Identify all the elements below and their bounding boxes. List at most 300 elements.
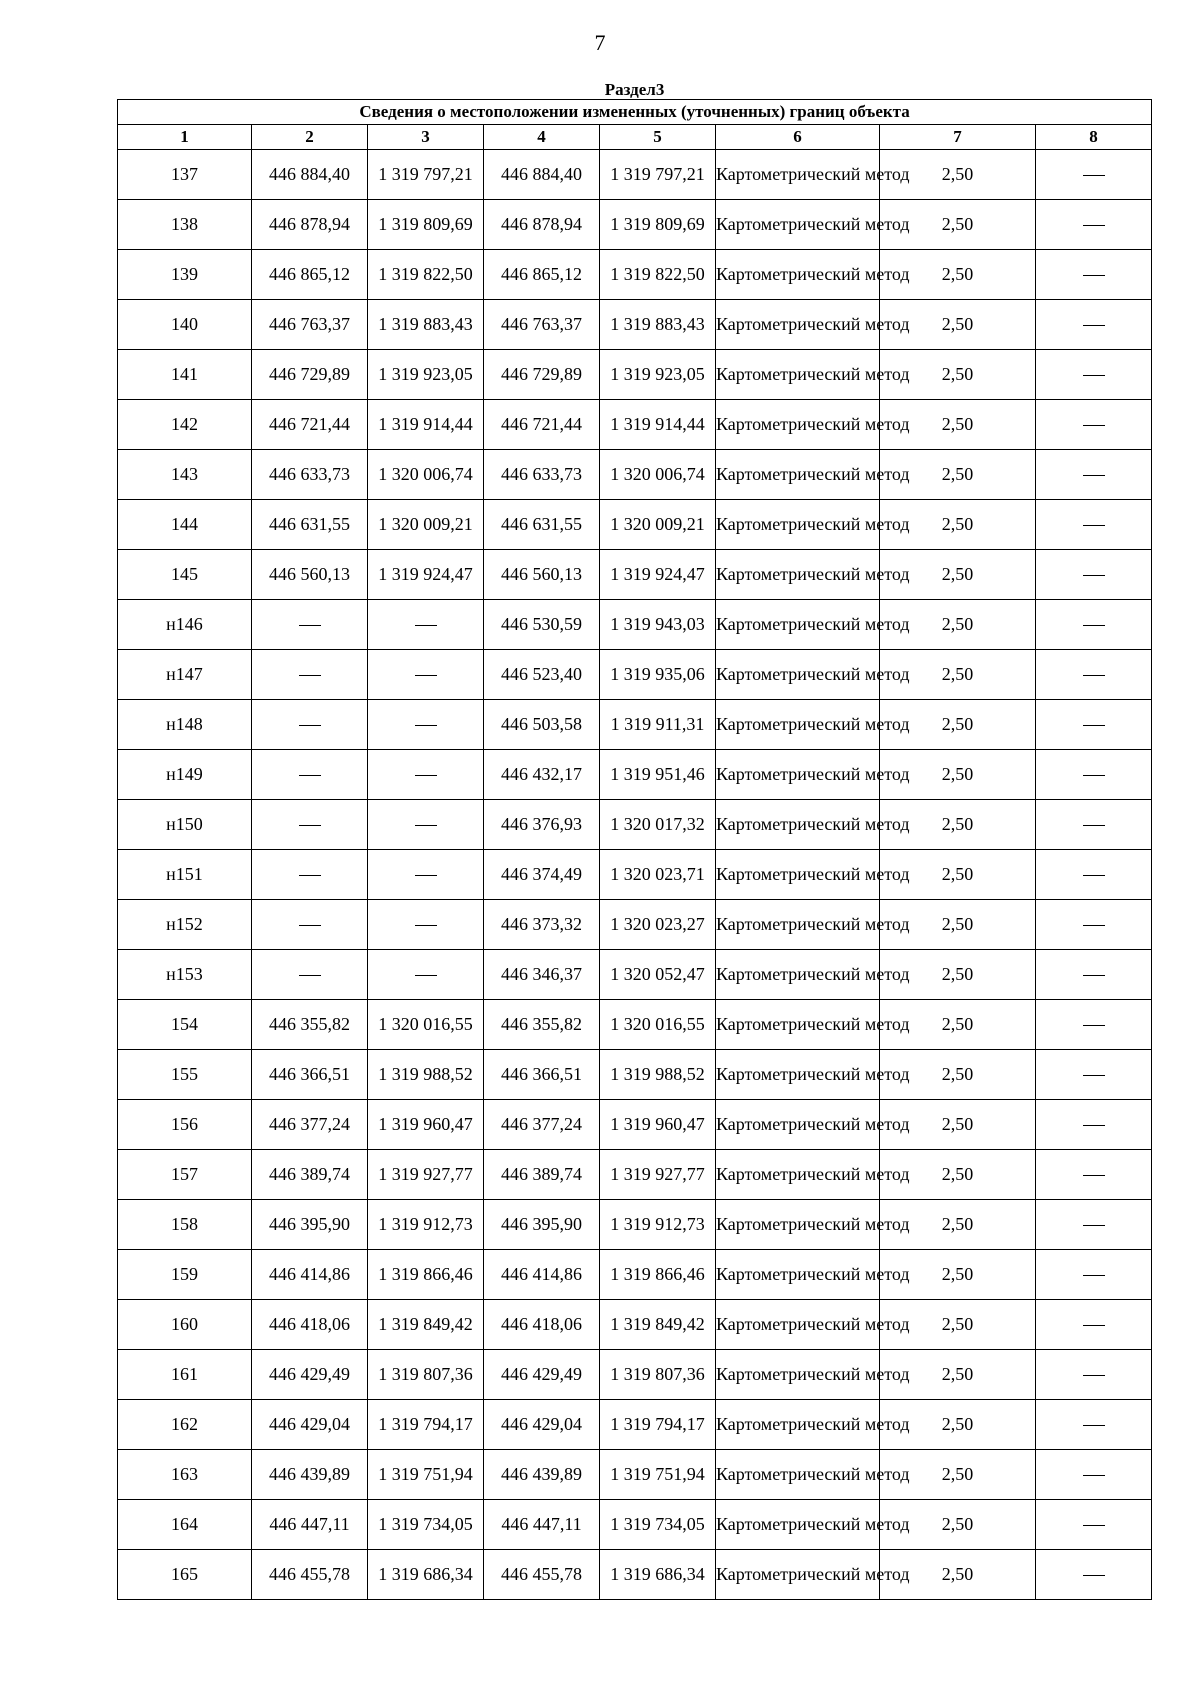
note-cell — [1036, 150, 1152, 200]
x-existing-cell: 446 429,49 — [252, 1350, 368, 1400]
accuracy-cell: 2,50 — [880, 1000, 1036, 1050]
y-existing-cell — [368, 900, 484, 950]
y-existing-cell: 1 319 797,21 — [368, 150, 484, 200]
y-existing-cell: 1 319 960,47 — [368, 1100, 484, 1150]
x-refined-cell: 446 439,89 — [484, 1450, 600, 1500]
y-existing-cell: 1 319 914,44 — [368, 400, 484, 450]
table-row — [118, 700, 1152, 750]
x-refined-cell: 446 530,59 — [484, 600, 600, 650]
x-existing-cell: 446 631,55 — [252, 500, 368, 550]
x-refined-cell: 446 366,51 — [484, 1050, 600, 1100]
note-cell — [1036, 750, 1152, 800]
empty-value-dash — [1083, 1275, 1105, 1276]
x-refined-cell: 446 455,78 — [484, 1550, 600, 1600]
x-refined-cell: 446 429,04 — [484, 1400, 600, 1450]
accuracy-cell: 2,50 — [880, 1150, 1036, 1200]
point-number-cell: н146 — [118, 600, 252, 650]
y-refined-cell: 1 319 923,05 — [600, 350, 716, 400]
method-cell: Картометрический метод — [716, 1450, 880, 1500]
note-cell — [1036, 650, 1152, 700]
method-cell: Картометрический метод — [716, 950, 880, 1000]
x-existing-cell — [252, 650, 368, 700]
note-cell — [1036, 400, 1152, 450]
point-number-cell: 140 — [118, 300, 252, 350]
y-existing-cell — [368, 950, 484, 1000]
column-number: 3 — [368, 125, 484, 150]
accuracy-cell: 2,50 — [880, 900, 1036, 950]
note-cell — [1036, 200, 1152, 250]
accuracy-cell: 2,50 — [880, 1450, 1036, 1500]
empty-value-dash — [299, 675, 321, 676]
y-refined-cell: 1 319 751,94 — [600, 1450, 716, 1500]
table-row — [118, 400, 1152, 450]
note-cell — [1036, 1550, 1152, 1600]
accuracy-cell: 2,50 — [880, 1200, 1036, 1250]
accuracy-cell: 2,50 — [880, 500, 1036, 550]
x-existing-cell: 446 729,89 — [252, 350, 368, 400]
note-cell — [1036, 800, 1152, 850]
method-cell: Картометрический метод — [716, 600, 880, 650]
column-number: 7 — [880, 125, 1036, 150]
accuracy-cell: 2,50 — [880, 1050, 1036, 1100]
note-cell — [1036, 1500, 1152, 1550]
y-existing-cell: 1 319 923,05 — [368, 350, 484, 400]
y-refined-cell: 1 320 006,74 — [600, 450, 716, 500]
x-existing-cell: 446 560,13 — [252, 550, 368, 600]
point-number-cell: 160 — [118, 1300, 252, 1350]
y-refined-cell: 1 320 017,32 — [600, 800, 716, 850]
table-row — [118, 650, 1152, 700]
note-cell — [1036, 500, 1152, 550]
table-row — [118, 250, 1152, 300]
empty-value-dash — [1083, 525, 1105, 526]
table-row — [118, 200, 1152, 250]
method-cell: Картометрический метод — [716, 900, 880, 950]
y-refined-cell: 1 319 911,31 — [600, 700, 716, 750]
y-refined-cell: 1 319 960,47 — [600, 1100, 716, 1150]
point-number-cell: 164 — [118, 1500, 252, 1550]
x-refined-cell: 446 523,40 — [484, 650, 600, 700]
x-existing-cell — [252, 900, 368, 950]
x-refined-cell: 446 355,82 — [484, 1000, 600, 1050]
empty-value-dash — [299, 825, 321, 826]
table-row — [118, 1350, 1152, 1400]
point-number-cell: 143 — [118, 450, 252, 500]
accuracy-cell: 2,50 — [880, 150, 1036, 200]
accuracy-cell: 2,50 — [880, 200, 1036, 250]
table-row — [118, 350, 1152, 400]
y-refined-cell: 1 319 686,34 — [600, 1550, 716, 1600]
x-refined-cell: 446 884,40 — [484, 150, 600, 200]
empty-value-dash — [415, 975, 437, 976]
section-title-row — [118, 80, 1152, 100]
point-number-cell: н152 — [118, 900, 252, 950]
x-existing-cell: 446 418,06 — [252, 1300, 368, 1350]
point-number-cell: 145 — [118, 550, 252, 600]
table-row — [118, 300, 1152, 350]
section-title: Раздел3 — [604, 80, 665, 99]
y-existing-cell: 1 319 866,46 — [368, 1250, 484, 1300]
empty-value-dash — [415, 625, 437, 626]
empty-value-dash — [415, 825, 437, 826]
method-cell: Картометрический метод — [716, 1050, 880, 1100]
point-number-cell: 159 — [118, 1250, 252, 1300]
method-cell: Картометрический метод — [716, 150, 880, 200]
accuracy-cell: 2,50 — [880, 1500, 1036, 1550]
method-cell: Картометрический метод — [716, 550, 880, 600]
point-number-cell: 163 — [118, 1450, 252, 1500]
empty-value-dash — [1083, 925, 1105, 926]
empty-value-dash — [1083, 725, 1105, 726]
point-number-cell: 155 — [118, 1050, 252, 1100]
point-number-cell: 141 — [118, 350, 252, 400]
column-number: 1 — [118, 125, 252, 150]
y-refined-cell: 1 319 988,52 — [600, 1050, 716, 1100]
y-existing-cell: 1 320 016,55 — [368, 1000, 484, 1050]
x-refined-cell: 446 414,86 — [484, 1250, 600, 1300]
accuracy-cell: 2,50 — [880, 300, 1036, 350]
accuracy-cell: 2,50 — [880, 1300, 1036, 1350]
y-refined-cell: 1 319 951,46 — [600, 750, 716, 800]
note-cell — [1036, 300, 1152, 350]
empty-value-dash — [1083, 625, 1105, 626]
x-existing-cell: 446 355,82 — [252, 1000, 368, 1050]
empty-value-dash — [1083, 1325, 1105, 1326]
note-cell — [1036, 350, 1152, 400]
point-number-cell: н151 — [118, 850, 252, 900]
point-number-cell: 139 — [118, 250, 252, 300]
y-refined-cell: 1 320 016,55 — [600, 1000, 716, 1050]
empty-value-dash — [1083, 1125, 1105, 1126]
empty-value-dash — [1083, 275, 1105, 276]
point-number-cell: 158 — [118, 1200, 252, 1250]
x-refined-cell: 446 631,55 — [484, 500, 600, 550]
note-cell — [1036, 600, 1152, 650]
note-cell — [1036, 950, 1152, 1000]
x-refined-cell: 446 865,12 — [484, 250, 600, 300]
y-existing-cell — [368, 850, 484, 900]
empty-value-dash — [1083, 675, 1105, 676]
note-cell — [1036, 1450, 1152, 1500]
method-cell: Картометрический метод — [716, 850, 880, 900]
y-existing-cell — [368, 750, 484, 800]
x-existing-cell: 446 763,37 — [252, 300, 368, 350]
y-existing-cell: 1 319 924,47 — [368, 550, 484, 600]
y-refined-cell: 1 319 849,42 — [600, 1300, 716, 1350]
y-refined-cell: 1 319 924,47 — [600, 550, 716, 600]
x-existing-cell: 446 884,40 — [252, 150, 368, 200]
point-number-cell: 138 — [118, 200, 252, 250]
y-refined-cell: 1 319 943,03 — [600, 600, 716, 650]
method-cell: Картометрический метод — [716, 1200, 880, 1250]
x-refined-cell: 446 373,32 — [484, 900, 600, 950]
table-row — [118, 500, 1152, 550]
y-existing-cell: 1 319 686,34 — [368, 1550, 484, 1600]
method-cell: Картометрический метод — [716, 800, 880, 850]
table-row — [118, 1400, 1152, 1450]
y-existing-cell: 1 319 927,77 — [368, 1150, 484, 1200]
empty-value-dash — [1083, 875, 1105, 876]
y-refined-cell: 1 319 883,43 — [600, 300, 716, 350]
x-existing-cell: 446 721,44 — [252, 400, 368, 450]
point-number-cell: 144 — [118, 500, 252, 550]
empty-value-dash — [1083, 425, 1105, 426]
table-row — [118, 850, 1152, 900]
method-cell: Картометрический метод — [716, 350, 880, 400]
y-existing-cell — [368, 800, 484, 850]
x-refined-cell: 446 447,11 — [484, 1500, 600, 1550]
y-existing-cell: 1 320 009,21 — [368, 500, 484, 550]
point-number-cell: 162 — [118, 1400, 252, 1450]
empty-value-dash — [1083, 775, 1105, 776]
y-refined-cell: 1 319 809,69 — [600, 200, 716, 250]
y-existing-cell: 1 319 988,52 — [368, 1050, 484, 1100]
empty-value-dash — [1083, 975, 1105, 976]
y-refined-cell: 1 319 935,06 — [600, 650, 716, 700]
empty-value-dash — [1083, 1075, 1105, 1076]
empty-value-dash — [1083, 1575, 1105, 1576]
point-number-cell: 156 — [118, 1100, 252, 1150]
point-number-cell: 137 — [118, 150, 252, 200]
note-cell — [1036, 850, 1152, 900]
x-refined-cell: 446 429,49 — [484, 1350, 600, 1400]
empty-value-dash — [1083, 1025, 1105, 1026]
note-cell — [1036, 700, 1152, 750]
accuracy-cell: 2,50 — [880, 800, 1036, 850]
x-existing-cell — [252, 600, 368, 650]
empty-value-dash — [299, 725, 321, 726]
x-existing-cell: 446 633,73 — [252, 450, 368, 500]
empty-value-dash — [1083, 325, 1105, 326]
method-cell: Картометрический метод — [716, 1250, 880, 1300]
method-cell: Картометрический метод — [716, 1300, 880, 1350]
empty-value-dash — [299, 625, 321, 626]
x-refined-cell: 446 721,44 — [484, 400, 600, 450]
column-number: 5 — [600, 125, 716, 150]
method-cell: Картометрический метод — [716, 1100, 880, 1150]
x-existing-cell: 446 447,11 — [252, 1500, 368, 1550]
point-number-cell: н150 — [118, 800, 252, 850]
note-cell — [1036, 1400, 1152, 1450]
note-cell — [1036, 1350, 1152, 1400]
table-row — [118, 750, 1152, 800]
y-refined-cell: 1 319 927,77 — [600, 1150, 716, 1200]
table-row — [118, 1100, 1152, 1150]
empty-value-dash — [1083, 825, 1105, 826]
method-cell: Картометрический метод — [716, 450, 880, 500]
method-cell: Картометрический метод — [716, 300, 880, 350]
table-row — [118, 1550, 1152, 1600]
table-row — [118, 1250, 1152, 1300]
empty-value-dash — [415, 875, 437, 876]
y-existing-cell: 1 320 006,74 — [368, 450, 484, 500]
y-existing-cell — [368, 600, 484, 650]
empty-value-dash — [415, 775, 437, 776]
y-refined-cell: 1 319 797,21 — [600, 150, 716, 200]
x-existing-cell — [252, 750, 368, 800]
point-number-cell: н149 — [118, 750, 252, 800]
table-row — [118, 900, 1152, 950]
x-refined-cell: 446 432,17 — [484, 750, 600, 800]
x-existing-cell — [252, 700, 368, 750]
x-refined-cell: 446 374,49 — [484, 850, 600, 900]
accuracy-cell: 2,50 — [880, 600, 1036, 650]
empty-value-dash — [1083, 1525, 1105, 1526]
empty-value-dash — [299, 925, 321, 926]
note-cell — [1036, 1250, 1152, 1300]
y-existing-cell: 1 319 809,69 — [368, 200, 484, 250]
empty-value-dash — [1083, 1475, 1105, 1476]
note-cell — [1036, 900, 1152, 950]
table-row — [118, 1150, 1152, 1200]
accuracy-cell: 2,50 — [880, 950, 1036, 1000]
y-refined-cell: 1 319 734,05 — [600, 1500, 716, 1550]
table-row — [118, 1050, 1152, 1100]
method-cell: Картометрический метод — [716, 650, 880, 700]
y-refined-cell: 1 319 794,17 — [600, 1400, 716, 1450]
x-existing-cell — [252, 950, 368, 1000]
method-cell: Картометрический метод — [716, 1000, 880, 1050]
table-title-row — [118, 100, 1152, 125]
empty-value-dash — [1083, 1375, 1105, 1376]
note-cell — [1036, 1000, 1152, 1050]
table-row — [118, 1200, 1152, 1250]
method-cell: Картометрический метод — [716, 200, 880, 250]
x-refined-cell: 446 729,89 — [484, 350, 600, 400]
x-refined-cell: 446 633,73 — [484, 450, 600, 500]
column-number: 6 — [716, 125, 880, 150]
method-cell: Картометрический метод — [716, 1500, 880, 1550]
note-cell — [1036, 450, 1152, 500]
table-row — [118, 1500, 1152, 1550]
method-cell: Картометрический метод — [716, 700, 880, 750]
accuracy-cell: 2,50 — [880, 450, 1036, 500]
y-existing-cell: 1 319 807,36 — [368, 1350, 484, 1400]
empty-value-dash — [1083, 1175, 1105, 1176]
empty-value-dash — [1083, 375, 1105, 376]
accuracy-cell: 2,50 — [880, 550, 1036, 600]
x-existing-cell: 446 395,90 — [252, 1200, 368, 1250]
y-refined-cell: 1 319 866,46 — [600, 1250, 716, 1300]
x-existing-cell — [252, 850, 368, 900]
empty-value-dash — [1083, 225, 1105, 226]
table-row — [118, 1450, 1152, 1500]
table-row — [118, 550, 1152, 600]
page-number: 7 — [594, 30, 606, 55]
accuracy-cell: 2,50 — [880, 400, 1036, 450]
empty-value-dash — [1083, 1225, 1105, 1226]
note-cell — [1036, 250, 1152, 300]
x-refined-cell: 446 377,24 — [484, 1100, 600, 1150]
table-row — [118, 450, 1152, 500]
empty-value-dash — [415, 925, 437, 926]
table-row — [118, 1000, 1152, 1050]
x-refined-cell: 446 878,94 — [484, 200, 600, 250]
x-existing-cell: 446 439,89 — [252, 1450, 368, 1500]
table-row — [118, 800, 1152, 850]
note-cell — [1036, 1200, 1152, 1250]
x-existing-cell: 446 366,51 — [252, 1050, 368, 1100]
column-number-row — [118, 125, 1152, 150]
y-existing-cell: 1 319 734,05 — [368, 1500, 484, 1550]
point-number-cell: н153 — [118, 950, 252, 1000]
x-refined-cell: 446 763,37 — [484, 300, 600, 350]
accuracy-cell: 2,50 — [880, 1550, 1036, 1600]
accuracy-cell: 2,50 — [880, 250, 1036, 300]
note-cell — [1036, 1150, 1152, 1200]
method-cell: Картометрический метод — [716, 250, 880, 300]
method-cell: Картометрический метод — [716, 1400, 880, 1450]
x-refined-cell: 446 389,74 — [484, 1150, 600, 1200]
accuracy-cell: 2,50 — [880, 700, 1036, 750]
y-existing-cell: 1 319 822,50 — [368, 250, 484, 300]
note-cell — [1036, 1050, 1152, 1100]
column-number: 4 — [484, 125, 600, 150]
empty-value-dash — [299, 875, 321, 876]
method-cell: Картометрический метод — [716, 400, 880, 450]
method-cell: Картометрический метод — [716, 1550, 880, 1600]
y-existing-cell: 1 319 751,94 — [368, 1450, 484, 1500]
x-existing-cell: 446 455,78 — [252, 1550, 368, 1600]
table-row — [118, 600, 1152, 650]
accuracy-cell: 2,50 — [880, 1100, 1036, 1150]
empty-value-dash — [1083, 475, 1105, 476]
method-cell: Картометрический метод — [716, 500, 880, 550]
x-existing-cell: 446 865,12 — [252, 250, 368, 300]
y-refined-cell: 1 320 023,71 — [600, 850, 716, 900]
table-row — [118, 950, 1152, 1000]
method-cell: Картометрический метод — [716, 1150, 880, 1200]
accuracy-cell: 2,50 — [880, 650, 1036, 700]
accuracy-cell: 2,50 — [880, 750, 1036, 800]
x-existing-cell: 446 377,24 — [252, 1100, 368, 1150]
point-number-cell: 165 — [118, 1550, 252, 1600]
empty-value-dash — [299, 775, 321, 776]
x-existing-cell — [252, 800, 368, 850]
column-number: 8 — [1036, 125, 1152, 150]
x-existing-cell: 446 389,74 — [252, 1150, 368, 1200]
point-number-cell: 154 — [118, 1000, 252, 1050]
x-existing-cell: 446 429,04 — [252, 1400, 368, 1450]
note-cell — [1036, 1300, 1152, 1350]
method-cell: Картометрический метод — [716, 750, 880, 800]
table-body — [118, 80, 1152, 1600]
y-existing-cell: 1 319 883,43 — [368, 300, 484, 350]
y-refined-cell: 1 319 807,36 — [600, 1350, 716, 1400]
method-cell: Картометрический метод — [716, 1350, 880, 1400]
point-number-cell: 157 — [118, 1150, 252, 1200]
empty-value-dash — [299, 975, 321, 976]
y-refined-cell: 1 319 822,50 — [600, 250, 716, 300]
point-number-cell: 161 — [118, 1350, 252, 1400]
y-existing-cell: 1 319 912,73 — [368, 1200, 484, 1250]
y-refined-cell: 1 319 914,44 — [600, 400, 716, 450]
accuracy-cell: 2,50 — [880, 350, 1036, 400]
boundary-coordinates-table — [117, 80, 1152, 1600]
table-row — [118, 1300, 1152, 1350]
accuracy-cell: 2,50 — [880, 1350, 1036, 1400]
point-number-cell: 142 — [118, 400, 252, 450]
empty-value-dash — [1083, 575, 1105, 576]
y-existing-cell — [368, 700, 484, 750]
empty-value-dash — [1083, 175, 1105, 176]
x-refined-cell: 446 395,90 — [484, 1200, 600, 1250]
point-number-cell: н147 — [118, 650, 252, 700]
note-cell — [1036, 1100, 1152, 1150]
accuracy-cell: 2,50 — [880, 850, 1036, 900]
accuracy-cell: 2,50 — [880, 1250, 1036, 1300]
table-row — [118, 150, 1152, 200]
